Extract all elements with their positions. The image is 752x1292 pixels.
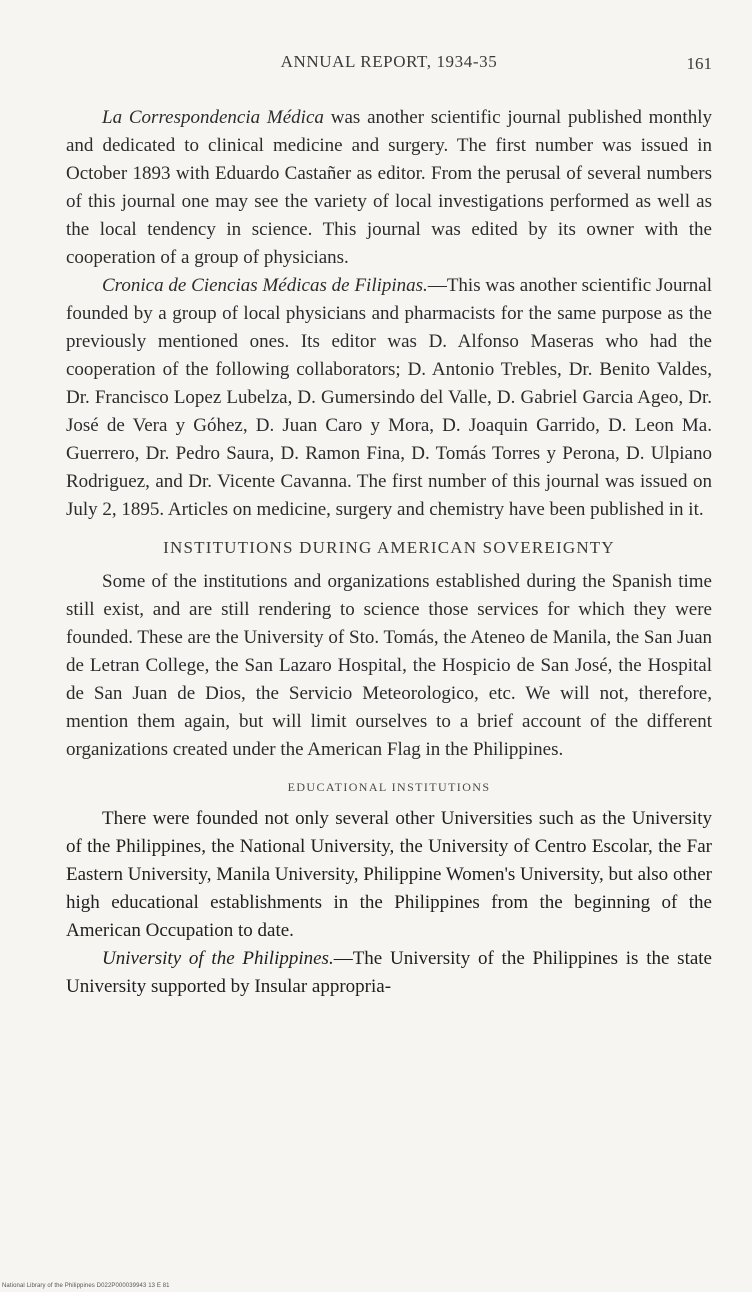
paragraph-university-of-the-philippines — [66, 945, 712, 1001]
page-number: 161 — [686, 54, 712, 73]
paragraph-text: Some of the institutions and organizations established during the Spanish time still exist, and are still rendering to science those services for which they were founded. These are the University of Sto. Tomás, the Ateneo de Manila, the San Juan de Letran College, the San Lazaro Hospital, the Hospicio de San José, the Hospital de San Juan de Dios, the Servicio Meteorologico, etc. We will not, therefore, mention them again, but will limit ourselves to a brief account of the different organizations created under the American Flag in the Philippines. — [66, 571, 712, 760]
paragraph-text: There were founded not only several other Universities such as the University of the Philippines, the National University, the University of Centro Escolar, the Far Eastern University, Manila University, Philippine Women's University, but also other high educational establishments in the Philippines from the beginning of the American Occupation to date. — [66, 808, 712, 941]
paragraph-text: was another scientific journal published monthly and dedicated to clinical medicine and surgery. The first number was issued in October 1893 with Eduardo Castañer as editor. From the perusal of several numbers of this journal one may see the variety of local investigations performed as well as the local tendency in science. This journal was edited by its owner with the cooperation of a group of physicians. — [66, 107, 712, 268]
subsection-heading-educational-institutions: EDUCATIONAL INSTITUTIONS — [287, 780, 491, 794]
journal-title-correspondencia-medica: La Correspondencia Médica — [102, 107, 324, 128]
page-header — [66, 46, 712, 86]
paragraph-universities — [66, 805, 712, 945]
journal-title-cronica-ciencias-medicas: Cronica de Ciencias Médicas de Filipinas. — [102, 275, 428, 296]
paragraph-correspondencia-medica — [66, 104, 712, 272]
paragraph-text: —The University of the Philippines is the state University supported by Insular appropria- — [66, 948, 712, 997]
paragraph-text: —This was another scientific Journal founded by a group of local physicians and pharmacists for the same purpose as the previously mentioned ones. Its editor was D. Alfonso Maseras who had the cooperation of the following collaborators; D. Antonio Trebles, Dr. Benito Valdes, Dr. Francisco Lopez Lubelza, D. Gumersindo del Valle, D. Gabriel Garcia Ageo, Dr. José de Vera y Góhez, D. Juan Caro y Mora, D. Joaquin Garrido, D. Leon Ma. Guerrero, Dr. Pedro Saura, D. Ramon Fina, D. Tomás Torres y Perona, D. Ulpiano Rodriguez, and Dr. Vicente Cavanna. The first number of this journal was issued on July 2, 1895. Articles on medicine, surgery and chemistry have been published in it. — [66, 275, 712, 520]
institution-title-university-of-the-philippines: University of the Philippines. — [102, 948, 334, 969]
paragraph-cronica-ciencias-medicas — [66, 272, 712, 524]
section-heading-american-sovereignty: INSTITUTIONS DURING AMERICAN SOVEREIGNTY — [163, 538, 615, 557]
library-footer-stamp: National Library of the Philippines D022P000039943 13 E 81 — [2, 1283, 170, 1289]
running-title: ANNUAL REPORT, 1934-35 — [280, 52, 498, 71]
paragraph-spanish-institutions — [66, 568, 712, 764]
